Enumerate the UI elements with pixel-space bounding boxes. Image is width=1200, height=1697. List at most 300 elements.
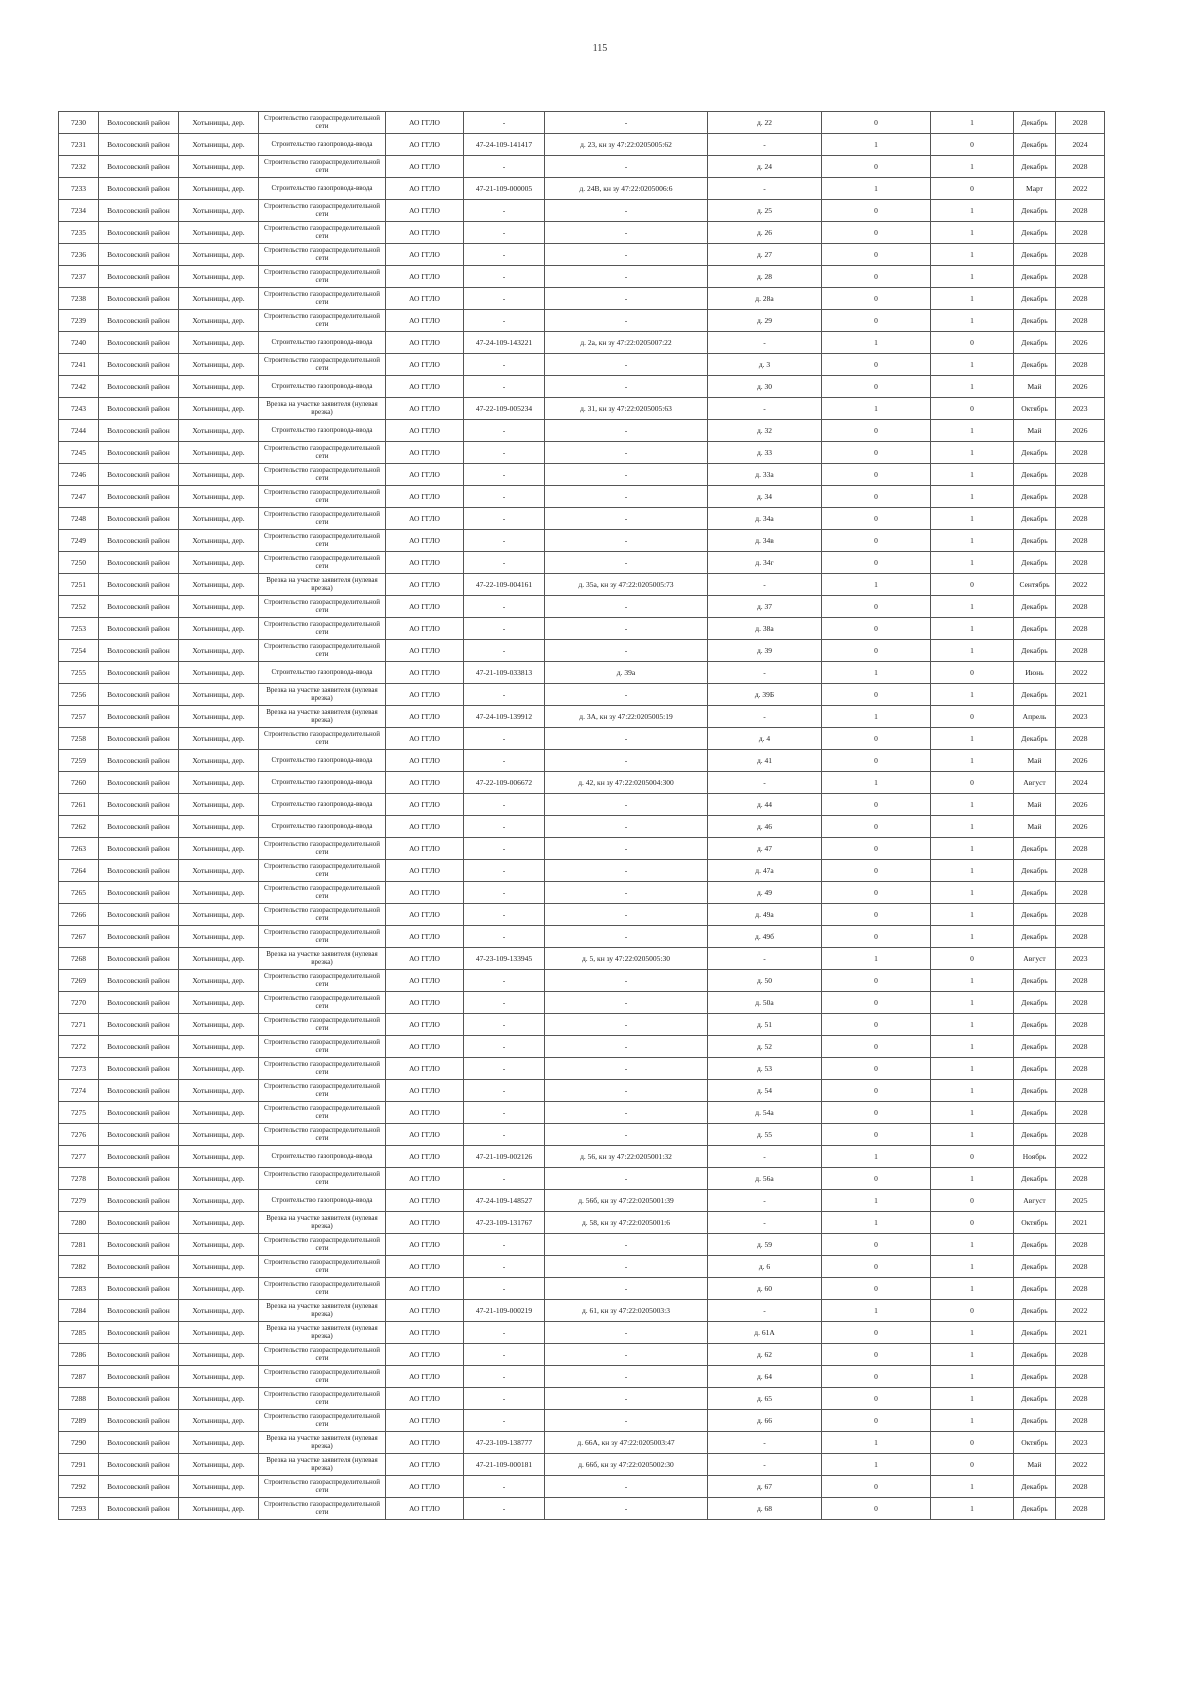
count-b-cell: 1 (931, 200, 1014, 222)
address-cadastral-cell: - (545, 376, 708, 398)
locality-cell: Хотынищы, дер. (179, 1322, 259, 1344)
application-number-cell: - (464, 1234, 545, 1256)
row-number-cell: 7245 (59, 442, 99, 464)
count-b-cell: 1 (931, 618, 1014, 640)
month-cell: Декабрь (1014, 926, 1056, 948)
count-a-cell: 0 (822, 1388, 931, 1410)
work-type-cell: Строительство газопровода-ввода (259, 1190, 386, 1212)
row-number-cell: 7262 (59, 816, 99, 838)
address-cadastral-cell: д. 56б, кн зу 47:22:0205001:39 (545, 1190, 708, 1212)
year-cell: 2022 (1056, 662, 1105, 684)
address-cadastral-cell: - (545, 904, 708, 926)
work-type-cell: Строительство газораспределительной сети (259, 508, 386, 530)
count-a-cell: 0 (822, 508, 931, 530)
count-b-cell: 1 (931, 1278, 1014, 1300)
count-a-cell: 0 (822, 728, 931, 750)
count-a-cell: 1 (822, 1454, 931, 1476)
address-cadastral-cell: - (545, 354, 708, 376)
year-cell: 2028 (1056, 1366, 1105, 1388)
house-address-cell: д. 55 (708, 1124, 822, 1146)
application-number-cell: 47-21-109-002126 (464, 1146, 545, 1168)
organization-cell: АО ГГЛО (386, 398, 464, 420)
row-number-cell: 7292 (59, 1476, 99, 1498)
count-b-cell: 1 (931, 860, 1014, 882)
district-cell: Волосовский район (99, 354, 179, 376)
year-cell: 2028 (1056, 552, 1105, 574)
locality-cell: Хотынищы, дер. (179, 1036, 259, 1058)
count-b-cell: 1 (931, 1344, 1014, 1366)
count-b-cell: 1 (931, 222, 1014, 244)
application-number-cell: 47-23-109-131767 (464, 1212, 545, 1234)
application-number-cell: - (464, 354, 545, 376)
count-b-cell: 1 (931, 816, 1014, 838)
count-a-cell: 0 (822, 1366, 931, 1388)
work-type-cell: Строительство газораспределительной сети (259, 882, 386, 904)
row-number-cell: 7238 (59, 288, 99, 310)
locality-cell: Хотынищы, дер. (179, 706, 259, 728)
month-cell: Декабрь (1014, 640, 1056, 662)
count-b-cell: 1 (931, 552, 1014, 574)
district-cell: Волосовский район (99, 530, 179, 552)
year-cell: 2028 (1056, 882, 1105, 904)
month-cell: Октябрь (1014, 398, 1056, 420)
table-row (59, 1124, 1105, 1146)
house-address-cell: д. 30 (708, 376, 822, 398)
count-a-cell: 0 (822, 310, 931, 332)
work-type-cell: Врезка на участке заявителя (нулевая врезка) (259, 574, 386, 596)
district-cell: Волосовский район (99, 222, 179, 244)
count-b-cell: 1 (931, 1234, 1014, 1256)
table-row (59, 838, 1105, 860)
month-cell: Декабрь (1014, 1102, 1056, 1124)
month-cell: Декабрь (1014, 1168, 1056, 1190)
count-b-cell: 1 (931, 1498, 1014, 1520)
address-cadastral-cell: д. 3А, кн зу 47:22:0205005:19 (545, 706, 708, 728)
locality-cell: Хотынищы, дер. (179, 750, 259, 772)
address-cadastral-cell: - (545, 156, 708, 178)
work-type-cell: Строительство газораспределительной сети (259, 1058, 386, 1080)
month-cell: Декабрь (1014, 310, 1056, 332)
house-address-cell: д. 37 (708, 596, 822, 618)
row-number-cell: 7248 (59, 508, 99, 530)
count-b-cell: 1 (931, 926, 1014, 948)
house-address-cell: д. 34 (708, 486, 822, 508)
count-b-cell: 1 (931, 1058, 1014, 1080)
year-cell: 2023 (1056, 398, 1105, 420)
address-cadastral-cell: - (545, 530, 708, 552)
count-b-cell: 1 (931, 530, 1014, 552)
count-b-cell: 1 (931, 244, 1014, 266)
district-cell: Волосовский район (99, 750, 179, 772)
application-number-cell: 47-24-109-141417 (464, 134, 545, 156)
count-a-cell: 0 (822, 112, 931, 134)
locality-cell: Хотынищы, дер. (179, 684, 259, 706)
month-cell: Декабрь (1014, 992, 1056, 1014)
application-number-cell: 47-24-109-143221 (464, 332, 545, 354)
count-b-cell: 1 (931, 970, 1014, 992)
month-cell: Декабрь (1014, 838, 1056, 860)
locality-cell: Хотынищы, дер. (179, 1014, 259, 1036)
house-address-cell: д. 25 (708, 200, 822, 222)
count-b-cell: 0 (931, 1300, 1014, 1322)
row-number-cell: 7264 (59, 860, 99, 882)
work-type-cell: Строительство газораспределительной сети (259, 1080, 386, 1102)
locality-cell: Хотынищы, дер. (179, 310, 259, 332)
year-cell: 2028 (1056, 310, 1105, 332)
address-cadastral-cell: - (545, 750, 708, 772)
district-cell: Волосовский район (99, 1234, 179, 1256)
row-number-cell: 7233 (59, 178, 99, 200)
work-type-cell: Строительство газораспределительной сети (259, 310, 386, 332)
table-row (59, 1278, 1105, 1300)
address-cadastral-cell: - (545, 1124, 708, 1146)
address-cadastral-cell: - (545, 508, 708, 530)
application-number-cell: - (464, 376, 545, 398)
table-row (59, 1366, 1105, 1388)
work-type-cell: Строительство газораспределительной сети (259, 970, 386, 992)
table-row (59, 310, 1105, 332)
count-b-cell: 0 (931, 948, 1014, 970)
house-address-cell: - (708, 1300, 822, 1322)
address-cadastral-cell: - (545, 640, 708, 662)
month-cell: Декабрь (1014, 134, 1056, 156)
table-row (59, 464, 1105, 486)
table-row (59, 156, 1105, 178)
house-address-cell: д. 24 (708, 156, 822, 178)
row-number-cell: 7257 (59, 706, 99, 728)
application-number-cell: - (464, 904, 545, 926)
count-b-cell: 1 (931, 1410, 1014, 1432)
table-row (59, 860, 1105, 882)
house-address-cell: д. 49б (708, 926, 822, 948)
house-address-cell: - (708, 1454, 822, 1476)
month-cell: Декабрь (1014, 1278, 1056, 1300)
work-type-cell: Строительство газораспределительной сети (259, 618, 386, 640)
row-number-cell: 7255 (59, 662, 99, 684)
month-cell: Декабрь (1014, 1388, 1056, 1410)
count-a-cell: 1 (822, 948, 931, 970)
application-number-cell: - (464, 486, 545, 508)
address-cadastral-cell: - (545, 1388, 708, 1410)
organization-cell: АО ГГЛО (386, 486, 464, 508)
year-cell: 2028 (1056, 860, 1105, 882)
work-type-cell: Строительство газораспределительной сети (259, 860, 386, 882)
district-cell: Волосовский район (99, 244, 179, 266)
house-address-cell: д. 56а (708, 1168, 822, 1190)
year-cell: 2022 (1056, 1146, 1105, 1168)
locality-cell: Хотынищы, дер. (179, 1498, 259, 1520)
work-type-cell: Строительство газопровода-ввода (259, 1146, 386, 1168)
district-cell: Волосовский район (99, 640, 179, 662)
organization-cell: АО ГГЛО (386, 970, 464, 992)
count-a-cell: 0 (822, 596, 931, 618)
organization-cell: АО ГГЛО (386, 992, 464, 1014)
table-row (59, 772, 1105, 794)
organization-cell: АО ГГЛО (386, 926, 464, 948)
month-cell: Сентябрь (1014, 574, 1056, 596)
count-a-cell: 0 (822, 376, 931, 398)
locality-cell: Хотынищы, дер. (179, 1388, 259, 1410)
address-cadastral-cell: - (545, 684, 708, 706)
count-a-cell: 0 (822, 794, 931, 816)
row-number-cell: 7279 (59, 1190, 99, 1212)
organization-cell: АО ГГЛО (386, 882, 464, 904)
year-cell: 2022 (1056, 574, 1105, 596)
organization-cell: АО ГГЛО (386, 904, 464, 926)
month-cell: Декабрь (1014, 1344, 1056, 1366)
year-cell: 2028 (1056, 1036, 1105, 1058)
application-number-cell: - (464, 222, 545, 244)
organization-cell: АО ГГЛО (386, 1036, 464, 1058)
table-row (59, 398, 1105, 420)
application-number-cell: - (464, 1344, 545, 1366)
year-cell: 2028 (1056, 486, 1105, 508)
house-address-cell: д. 68 (708, 1498, 822, 1520)
table-row (59, 1454, 1105, 1476)
locality-cell: Хотынищы, дер. (179, 618, 259, 640)
count-a-cell: 0 (822, 1036, 931, 1058)
house-address-cell: - (708, 178, 822, 200)
count-b-cell: 1 (931, 1036, 1014, 1058)
organization-cell: АО ГГЛО (386, 332, 464, 354)
application-number-cell: - (464, 310, 545, 332)
count-a-cell: 0 (822, 640, 931, 662)
count-a-cell: 0 (822, 882, 931, 904)
locality-cell: Хотынищы, дер. (179, 728, 259, 750)
locality-cell: Хотынищы, дер. (179, 442, 259, 464)
district-cell: Волосовский район (99, 1454, 179, 1476)
address-cadastral-cell: - (545, 486, 708, 508)
work-type-cell: Врезка на участке заявителя (нулевая врезка) (259, 706, 386, 728)
table-row (59, 1432, 1105, 1454)
table-row (59, 1212, 1105, 1234)
district-cell: Волосовский район (99, 442, 179, 464)
year-cell: 2026 (1056, 332, 1105, 354)
locality-cell: Хотынищы, дер. (179, 464, 259, 486)
count-b-cell: 0 (931, 1212, 1014, 1234)
work-type-cell: Строительство газораспределительной сети (259, 1124, 386, 1146)
organization-cell: АО ГГЛО (386, 1190, 464, 1212)
row-number-cell: 7274 (59, 1080, 99, 1102)
application-number-cell: - (464, 618, 545, 640)
organization-cell: АО ГГЛО (386, 222, 464, 244)
table-row (59, 222, 1105, 244)
application-number-cell: 47-22-109-005234 (464, 398, 545, 420)
count-a-cell: 1 (822, 134, 931, 156)
work-type-cell: Строительство газораспределительной сети (259, 1014, 386, 1036)
house-address-cell: д. 34а (708, 508, 822, 530)
count-a-cell: 0 (822, 530, 931, 552)
month-cell: Август (1014, 948, 1056, 970)
application-number-cell: - (464, 970, 545, 992)
month-cell: Декабрь (1014, 464, 1056, 486)
application-number-cell: - (464, 1322, 545, 1344)
count-a-cell: 1 (822, 706, 931, 728)
row-number-cell: 7232 (59, 156, 99, 178)
organization-cell: АО ГГЛО (386, 1146, 464, 1168)
work-type-cell: Строительство газораспределительной сети (259, 992, 386, 1014)
district-cell: Волосовский район (99, 596, 179, 618)
table-row (59, 1344, 1105, 1366)
address-cadastral-cell: д. 61, кн зу 47:22:0205003:3 (545, 1300, 708, 1322)
application-number-cell: - (464, 1014, 545, 1036)
organization-cell: АО ГГЛО (386, 112, 464, 134)
table-row (59, 794, 1105, 816)
count-b-cell: 0 (931, 134, 1014, 156)
house-address-cell: - (708, 574, 822, 596)
house-address-cell: д. 3 (708, 354, 822, 376)
work-type-cell: Строительство газораспределительной сети (259, 156, 386, 178)
house-address-cell: д. 47а (708, 860, 822, 882)
address-cadastral-cell: д. 23, кн зу 47:22:0205005:62 (545, 134, 708, 156)
month-cell: Декабрь (1014, 442, 1056, 464)
work-type-cell: Строительство газораспределительной сети (259, 244, 386, 266)
house-address-cell: д. 61А (708, 1322, 822, 1344)
organization-cell: АО ГГЛО (386, 1080, 464, 1102)
table-row (59, 1476, 1105, 1498)
year-cell: 2028 (1056, 1124, 1105, 1146)
month-cell: Декабрь (1014, 596, 1056, 618)
house-address-cell: д. 4 (708, 728, 822, 750)
table-row (59, 970, 1105, 992)
district-cell: Волосовский район (99, 684, 179, 706)
district-cell: Волосовский район (99, 310, 179, 332)
application-number-cell: - (464, 1102, 545, 1124)
count-b-cell: 0 (931, 332, 1014, 354)
row-number-cell: 7251 (59, 574, 99, 596)
month-cell: Декабрь (1014, 1300, 1056, 1322)
house-address-cell: - (708, 1146, 822, 1168)
district-cell: Волосовский район (99, 1014, 179, 1036)
row-number-cell: 7259 (59, 750, 99, 772)
work-type-cell: Строительство газораспределительной сети (259, 112, 386, 134)
organization-cell: АО ГГЛО (386, 1014, 464, 1036)
row-number-cell: 7252 (59, 596, 99, 618)
year-cell: 2026 (1056, 816, 1105, 838)
count-a-cell: 0 (822, 904, 931, 926)
address-cadastral-cell: - (545, 860, 708, 882)
work-type-cell: Строительство газораспределительной сети (259, 1366, 386, 1388)
house-address-cell: - (708, 772, 822, 794)
house-address-cell: д. 52 (708, 1036, 822, 1058)
count-b-cell: 1 (931, 1322, 1014, 1344)
year-cell: 2026 (1056, 376, 1105, 398)
year-cell: 2028 (1056, 596, 1105, 618)
table-row (59, 1190, 1105, 1212)
count-b-cell: 0 (931, 574, 1014, 596)
locality-cell: Хотынищы, дер. (179, 1344, 259, 1366)
count-b-cell: 1 (931, 486, 1014, 508)
application-number-cell: - (464, 640, 545, 662)
work-type-cell: Строительство газораспределительной сети (259, 1410, 386, 1432)
count-a-cell: 0 (822, 992, 931, 1014)
count-a-cell: 0 (822, 156, 931, 178)
locality-cell: Хотынищы, дер. (179, 1080, 259, 1102)
work-type-cell: Строительство газораспределительной сети (259, 222, 386, 244)
row-number-cell: 7250 (59, 552, 99, 574)
count-b-cell: 1 (931, 288, 1014, 310)
locality-cell: Хотынищы, дер. (179, 838, 259, 860)
row-number-cell: 7260 (59, 772, 99, 794)
house-address-cell: д. 47 (708, 838, 822, 860)
month-cell: Декабрь (1014, 684, 1056, 706)
district-cell: Волосовский район (99, 618, 179, 640)
count-a-cell: 0 (822, 222, 931, 244)
district-cell: Волосовский район (99, 1498, 179, 1520)
row-number-cell: 7288 (59, 1388, 99, 1410)
locality-cell: Хотынищы, дер. (179, 992, 259, 1014)
table-row (59, 728, 1105, 750)
application-number-cell: - (464, 1080, 545, 1102)
address-cadastral-cell: - (545, 310, 708, 332)
address-cadastral-cell: д. 2а, кн зу 47:22:0205007:22 (545, 332, 708, 354)
count-a-cell: 1 (822, 1146, 931, 1168)
application-number-cell: 47-22-109-004161 (464, 574, 545, 596)
month-cell: Декабрь (1014, 1322, 1056, 1344)
district-cell: Волосовский район (99, 794, 179, 816)
work-type-cell: Строительство газопровода-ввода (259, 134, 386, 156)
organization-cell: АО ГГЛО (386, 244, 464, 266)
work-type-cell: Строительство газораспределительной сети (259, 1168, 386, 1190)
address-cadastral-cell: д. 66б, кн зу 47:22:0205002:30 (545, 1454, 708, 1476)
locality-cell: Хотынищы, дер. (179, 178, 259, 200)
count-a-cell: 0 (822, 244, 931, 266)
year-cell: 2023 (1056, 948, 1105, 970)
organization-cell: АО ГГЛО (386, 772, 464, 794)
work-type-cell: Строительство газораспределительной сети (259, 1278, 386, 1300)
locality-cell: Хотынищы, дер. (179, 112, 259, 134)
address-cadastral-cell: - (545, 1366, 708, 1388)
organization-cell: АО ГГЛО (386, 1256, 464, 1278)
house-address-cell: д. 51 (708, 1014, 822, 1036)
application-number-cell: - (464, 200, 545, 222)
month-cell: Октябрь (1014, 1212, 1056, 1234)
application-number-cell: - (464, 464, 545, 486)
district-cell: Волосовский район (99, 970, 179, 992)
count-a-cell: 0 (822, 1410, 931, 1432)
year-cell: 2028 (1056, 288, 1105, 310)
house-address-cell: д. 28 (708, 266, 822, 288)
count-b-cell: 0 (931, 772, 1014, 794)
month-cell: Декабрь (1014, 1080, 1056, 1102)
application-number-cell: 47-21-109-033813 (464, 662, 545, 684)
house-address-cell: - (708, 706, 822, 728)
locality-cell: Хотынищы, дер. (179, 904, 259, 926)
application-number-cell: - (464, 1036, 545, 1058)
locality-cell: Хотынищы, дер. (179, 574, 259, 596)
application-number-cell: 47-24-109-148527 (464, 1190, 545, 1212)
row-number-cell: 7290 (59, 1432, 99, 1454)
application-number-cell: - (464, 288, 545, 310)
district-cell: Волосовский район (99, 1036, 179, 1058)
month-cell: Декабрь (1014, 1476, 1056, 1498)
district-cell: Волосовский район (99, 1212, 179, 1234)
address-cadastral-cell: - (545, 1058, 708, 1080)
district-cell: Волосовский район (99, 1278, 179, 1300)
house-address-cell: д. 54а (708, 1102, 822, 1124)
row-number-cell: 7231 (59, 134, 99, 156)
organization-cell: АО ГГЛО (386, 618, 464, 640)
house-address-cell: д. 22 (708, 112, 822, 134)
organization-cell: АО ГГЛО (386, 1322, 464, 1344)
address-cadastral-cell: - (545, 420, 708, 442)
house-address-cell: д. 54 (708, 1080, 822, 1102)
month-cell: Декабрь (1014, 728, 1056, 750)
table-row (59, 574, 1105, 596)
organization-cell: АО ГГЛО (386, 816, 464, 838)
table-row (59, 1234, 1105, 1256)
work-type-cell: Строительство газораспределительной сети (259, 486, 386, 508)
